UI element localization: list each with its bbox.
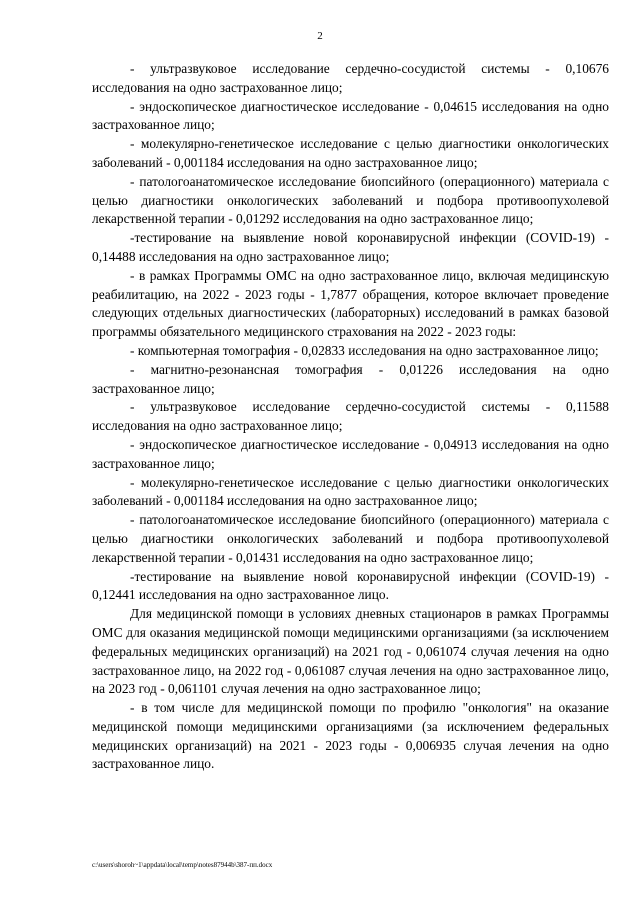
paragraph: - ультразвуковое исследование сердечно-сосудистой системы - 0,11588 исследования на одно застрахованное лицо; <box>92 399 609 434</box>
paragraph: - патологоанатомическое исследование биопсийного (операционного) материала с целью диагностики онкологических заболеваний и подбора противоопухолевой лекарственной терапии - 0,01292 исследования на одно застрахованное лицо; <box>92 173 609 227</box>
paragraph: Для медицинской помощи в условиях дневных стационаров в рамках Программы ОМС для оказания медицинской помощи медицинскими организациями (за исключением федеральных медицинских организаций) на 2021 год - 0,061074 случая лечения на одно застрахованное лицо, на 2022 год - 0,061087 случая лечения на одно застрахованное лицо, на 2023 год - 0,061101 случая лечения на одно застрахованное лицо; <box>92 606 609 697</box>
paragraph: - ультразвуковое исследование сердечно-сосудистой системы - 0,10676 исследования на одно застрахованное лицо; <box>92 61 609 95</box>
document-body <box>92 60 609 774</box>
paragraph: - патологоанатомическое исследование биопсийного (операционного) материала с целью диагностики онкологических заболеваний и подбора противоопухолевой лекарственной терапии - 0,01431 исследования на одно застрахованное лицо; <box>92 512 609 565</box>
paragraph: -тестирование на выявление новой коронавирусной инфекции (COVID-19) - 0,14488 исследования на одно застрахованное лицо; <box>92 230 609 264</box>
paragraph: - компьютерная томография - 0,02833 исследования на одно застрахованное лицо; <box>130 342 599 358</box>
paragraph: - молекулярно-генетическое исследование с целью диагностики онкологических заболеваний - 0,001184 исследования на одно застрахованное лицо; <box>92 136 609 170</box>
paragraph: - в рамках Программы ОМС на одно застрахованное лицо, включая медицинскую реабилитацию, на 2022 - 2023 годы - 1,7877 обращения, которое включает проведение следующих отдельных диагностических (лабораторных) исследований в рамках базовой программы обязательного медицинского страхования на 2022 - 2023 годы: <box>92 267 609 340</box>
paragraph: - магнитно-резонансная томография - 0,01226 исследования на одно застрахованное лицо; <box>92 361 609 396</box>
paragraph: - молекулярно-генетическое исследование с целью диагностики онкологических заболеваний - 0,001184 исследования на одно застрахованное лицо; <box>92 474 609 509</box>
paragraph: - в том числе для медицинской помощи по профилю "онкология" на оказание медицинской помощи медицинскими организациями (за исключением федеральных медицинских организаций) на 2021 - 2023 годы - 0,006935 случая лечения на одно застрахованное лицо. <box>92 700 609 772</box>
paragraph: -тестирование на выявление новой коронавирусной инфекции (COVID-19) - 0,12441 исследования на одно застрахованное лицо. <box>92 568 609 603</box>
page-number: 2 <box>317 30 323 42</box>
paragraph: - эндоскопическое диагностическое исследование - 0,04913 исследования на одно застрахованное лицо; <box>92 436 609 471</box>
paragraph: - эндоскопическое диагностическое исследование - 0,04615 исследования на одно застрахованное лицо; <box>92 98 609 133</box>
footer-file-path: c:\users\shoroh~1\appdata\local\temp\notes87944b\387-пп.docx <box>92 861 273 869</box>
